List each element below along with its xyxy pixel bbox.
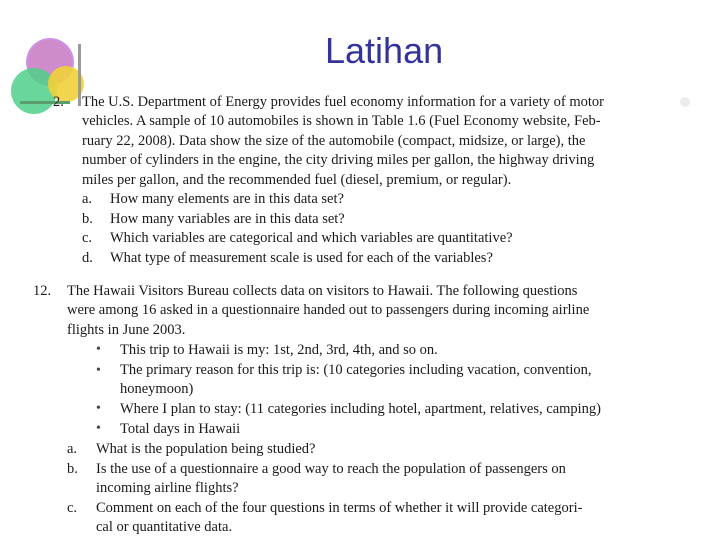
bullet-icon: •: [96, 363, 101, 378]
item-letter: a.: [82, 191, 93, 207]
bullet-text: honeymoon): [120, 381, 194, 397]
slide-title: Latihan: [325, 30, 444, 71]
bullet-text: This trip to Hawaii is my: 1st, 2nd, 3rd, 4th, and so on.: [120, 342, 438, 358]
question-text-line: The Hawaii Visitors Bureau collects data on visitors to Hawaii. The following questions: [67, 283, 578, 299]
question-text-line: vehicles. A sample of 10 automobiles is shown in Table 1.6 (Fuel Economy website, Feb-: [82, 113, 601, 129]
item-text: Is the use of a questionnaire a good way to reach the population of passengers on: [96, 461, 566, 477]
bullet-icon: •: [96, 342, 101, 357]
item-text: What type of measurement scale is used for each of the variables?: [110, 250, 493, 266]
decorative-dot: [680, 97, 690, 107]
bullet-icon: •: [96, 401, 101, 416]
item-text: What is the population being studied?: [96, 441, 316, 457]
question-text-line: were among 16 asked in a questionnaire handed out to passengers during incoming airline: [67, 302, 590, 318]
bullet-text: The primary reason for this trip is: (10 categories including vacation, convention,: [120, 362, 592, 378]
item-letter: b.: [67, 461, 78, 477]
question-number: 2.: [53, 94, 64, 110]
item-text: Comment on each of the four questions in terms of whether it will provide categori-: [96, 500, 583, 516]
item-letter: c.: [67, 500, 78, 516]
item-text: How many variables are in this data set?: [110, 211, 345, 227]
bullet-text: Where I plan to stay: (11 categories including hotel, apartment, relatives, camping): [120, 401, 602, 417]
decorative-vertical-line: [78, 44, 81, 106]
item-text: incoming airline flights?: [96, 480, 239, 496]
question-number: 12.: [33, 283, 52, 299]
question-text-line: ruary 22, 2008). Data show the size of the automobile (compact, midsize, or large), the: [82, 133, 586, 149]
item-text: cal or quantitative data.: [96, 519, 233, 535]
bullet-icon: •: [96, 421, 101, 436]
item-text: Which variables are categorical and which variables are quantitative?: [110, 230, 513, 246]
question-text-line: flights in June 2003.: [67, 322, 186, 338]
item-letter: d.: [82, 250, 93, 266]
item-letter: c.: [82, 230, 93, 246]
question-text-line: number of cylinders in the engine, the city driving miles per gallon, the highway driving: [82, 152, 595, 168]
question-text-line: miles per gallon, and the recommended fuel (diesel, premium, or regular).: [82, 172, 512, 188]
item-text: How many elements are in this data set?: [110, 191, 344, 207]
question-text-line: The U.S. Department of Energy provides fuel economy information for a variety of motor: [82, 94, 604, 110]
item-letter: a.: [67, 441, 78, 457]
item-letter: b.: [82, 211, 93, 227]
bullet-text: Total days in Hawaii: [120, 421, 241, 437]
